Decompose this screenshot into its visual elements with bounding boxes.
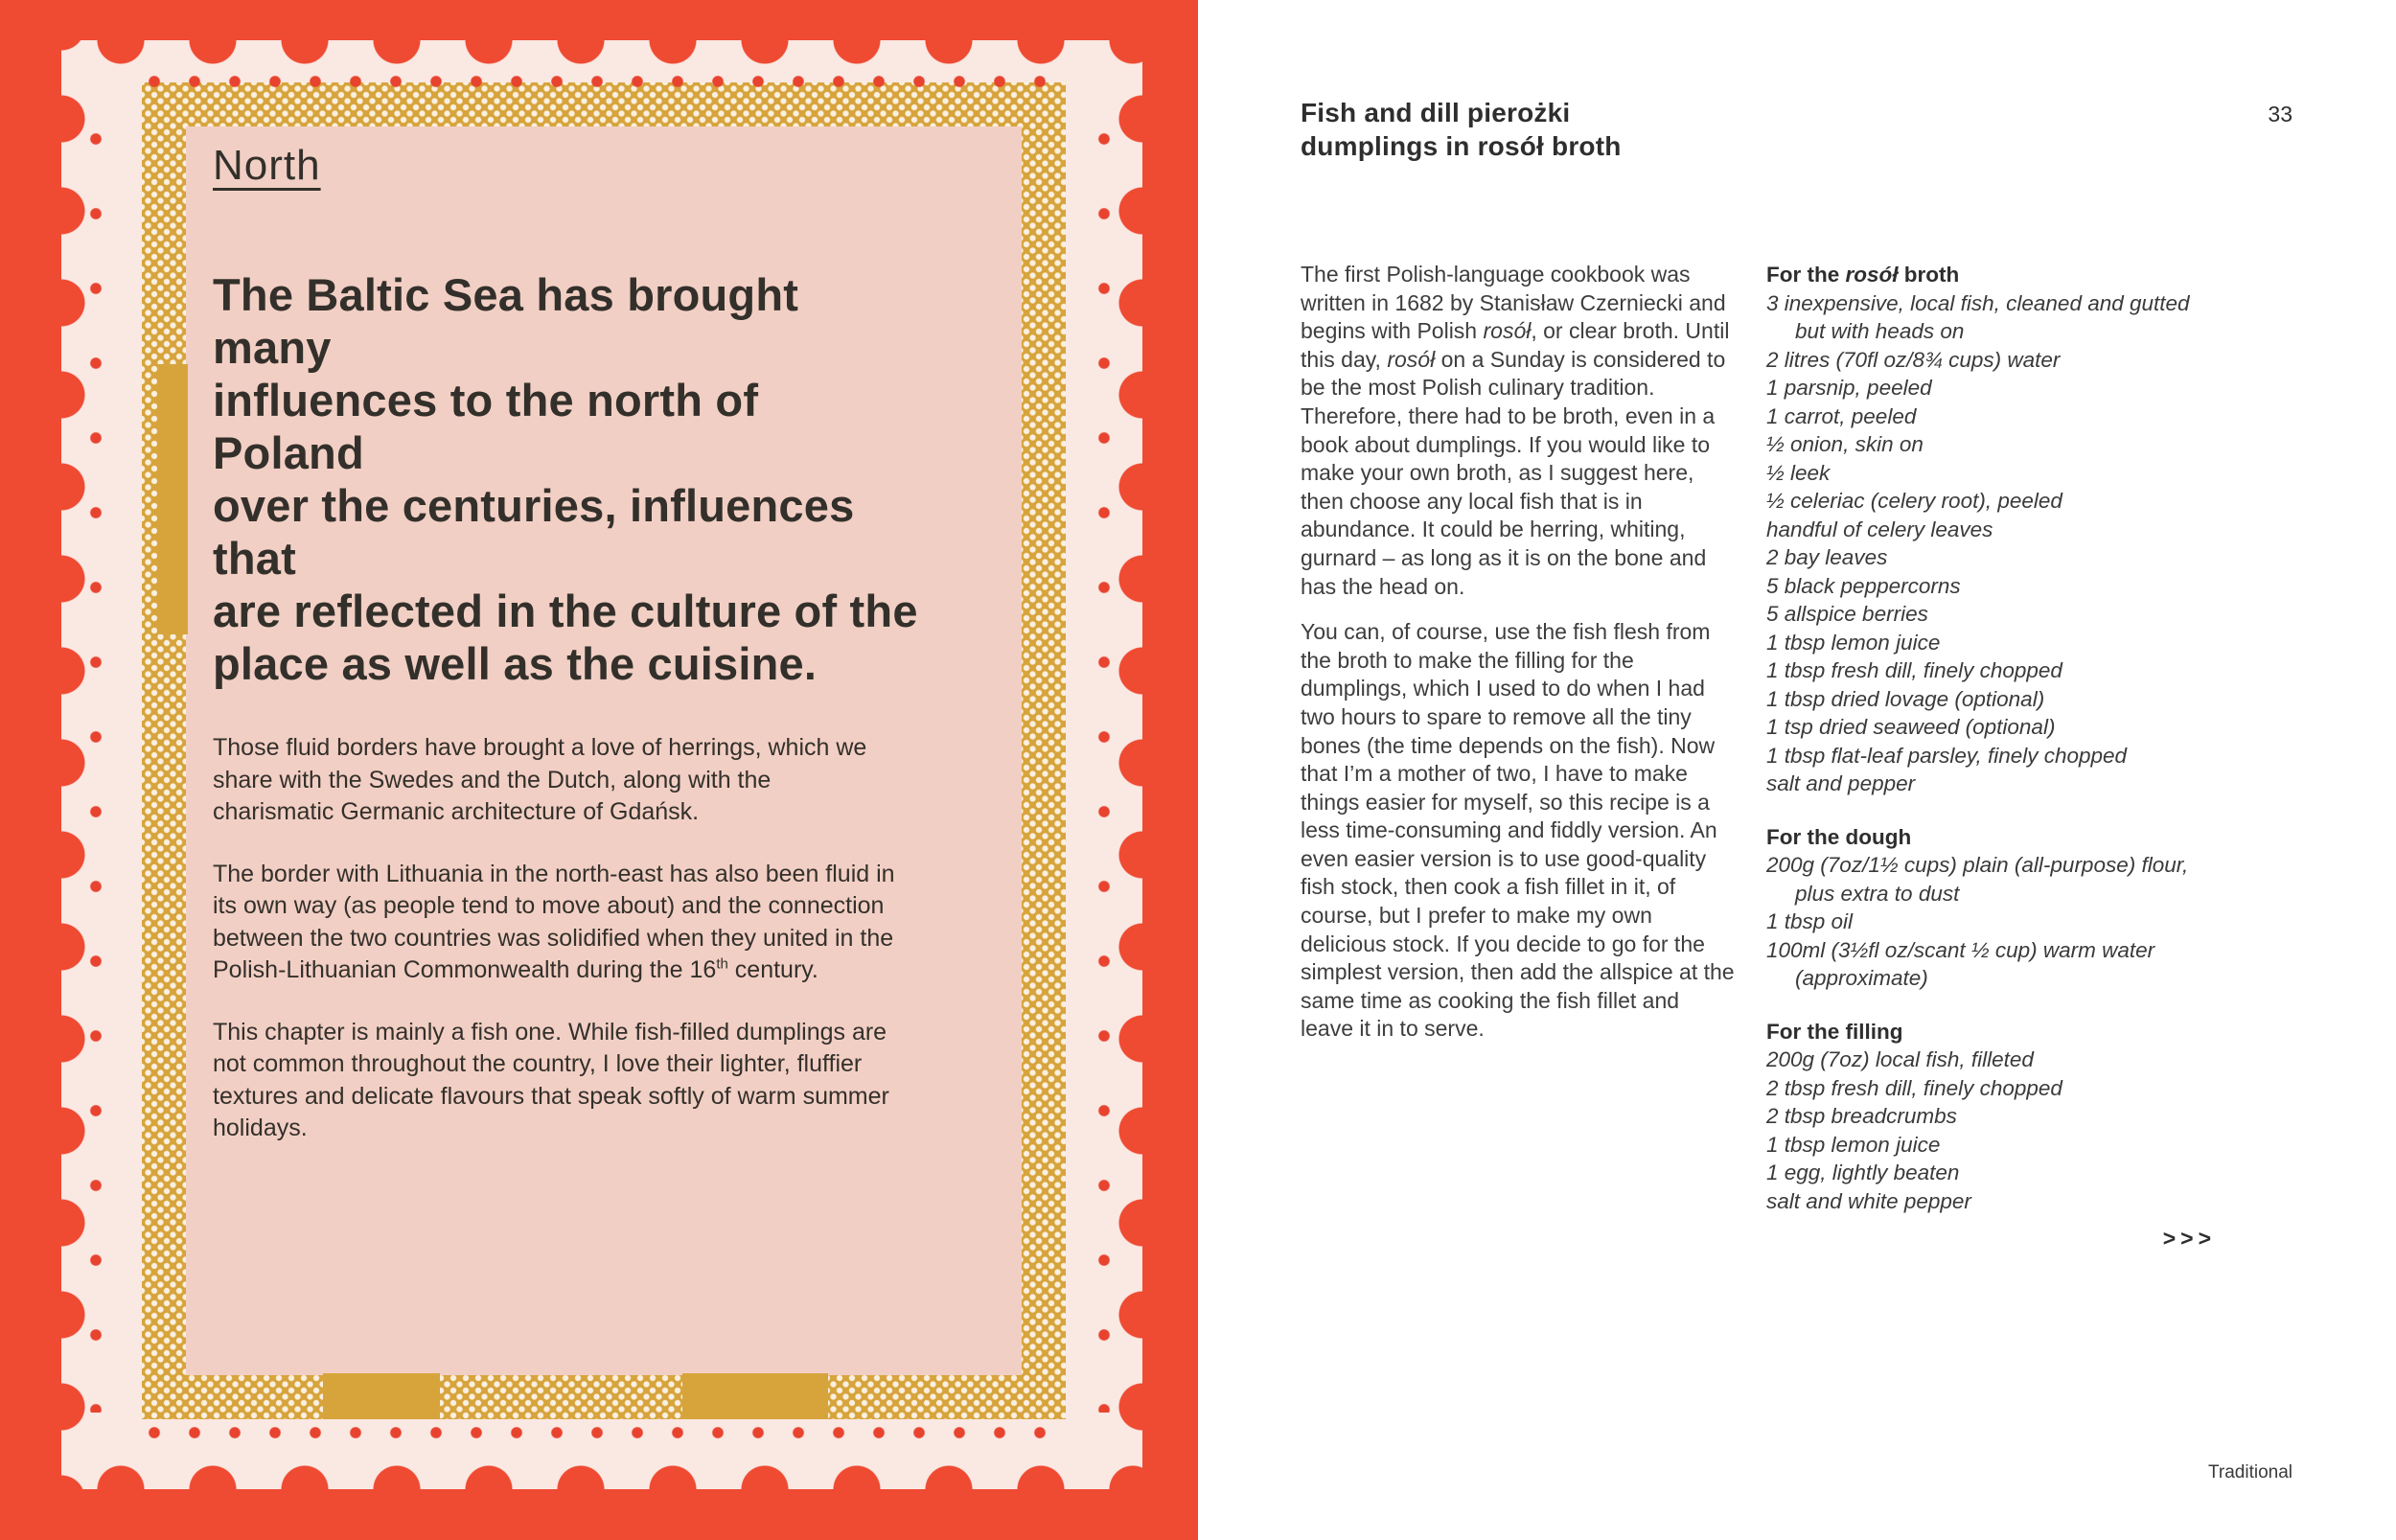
stamp-scallop-top <box>61 40 1142 66</box>
text-line: place as well as the cuisine. <box>213 638 818 689</box>
ingredient-line: 1 parsnip, peeled <box>1766 376 1932 400</box>
red-dot-column-right <box>1097 102 1111 1413</box>
ingredient-line: 5 black peppercorns <box>1766 573 1961 598</box>
ingredient-line: (approximate) <box>1795 966 1928 990</box>
ingredient-line: 3 inexpensive, local fish, cleaned and gutted <box>1766 290 2190 315</box>
ingredient-line: 2 tbsp breadcrumbs <box>1766 1104 1957 1128</box>
gold-brush-accent <box>323 1373 440 1419</box>
ingredient-section <box>1766 1018 2222 1216</box>
ingredient-line: ½ celeriac (celery root), peeled <box>1766 489 2062 513</box>
recipe-page <box>1198 0 2396 1540</box>
chapter-opener-text <box>213 142 922 1145</box>
ingredient-line: 1 tsp dried seaweed (optional) <box>1766 715 2056 739</box>
ingredient-line: 1 tbsp lemon juice <box>1766 1132 1941 1157</box>
recipe-category-label: Traditional <box>2207 1462 2292 1483</box>
ingredient-line: 2 tbsp fresh dill, finely chopped <box>1766 1075 2062 1100</box>
red-dot-column-left <box>89 102 103 1413</box>
ingredients-column <box>1766 261 2222 1253</box>
ingredient-line: 1 tbsp oil <box>1766 909 1854 933</box>
stamp-scallop-left <box>61 40 87 1489</box>
paragraph: You can, of course, use the fish flesh from the broth to make the filling for the dumplings, which I used to do when I had two hours to spare to remove all the tiny bones (the time depends on the fish). Now that I’m a mother of two, I have to make things easier for myself, so this recipe is a less time-consuming and fiddly version. An even easier version is to use good-quality fish stock, then cook a fish fillet in it, of course, but I prefer to make my own delicious stock. If you decide to go for the simplest version, then add the allspice at the same time as cooking the fish fillet and leave it in to serve. <box>1301 619 1735 1042</box>
chapter-paragraphs <box>213 732 895 1145</box>
ingredient-line: ½ leek <box>1766 460 1831 485</box>
paragraph: This chapter is mainly a fish one. While fish-filled dumplings are not common throughout the country, I love their lighter, fluffier textures and delicate flavours that speak softly of warm summer holidays. <box>213 1018 889 1141</box>
ingredient-line: handful of celery leaves <box>1766 517 1993 541</box>
stamp-scallop-bottom <box>61 1463 1142 1489</box>
stamp-scallop-right <box>1117 40 1142 1489</box>
text-line: dumplings in rosół broth <box>1301 131 1622 161</box>
ingredient-line: 1 tbsp fresh dill, finely chopped <box>1766 658 2062 682</box>
ingredient-line: 100ml (3½fl oz/scant ½ cup) warm water <box>1766 937 2155 962</box>
ingredient-section <box>1766 823 2222 993</box>
ingredient-line: salt and pepper <box>1766 771 1916 795</box>
paragraph: The border with Lithuania in the north-east has also been fluid in its own way (as people tend to move about) and the connection between the two countries was solidified when they united in the Polish-Lithuanian Commonwealth during the 16th century. <box>213 860 895 983</box>
chapter-title: North <box>213 142 321 189</box>
ingredient-line: 2 litres (70fl oz/8¾ cups) water <box>1766 347 2061 372</box>
page-number: 33 <box>2268 102 2292 126</box>
ingredient-line: 1 tbsp flat-leaf parsley, finely chopped <box>1766 743 2128 768</box>
ingredient-line: but with heads on <box>1795 319 1965 343</box>
ingredient-line: 1 tbsp lemon juice <box>1766 630 1941 655</box>
ingredient-sections <box>1766 261 2222 1215</box>
ingredient-line: 200g (7oz/1½ cups) plain (all-purpose) flour, <box>1766 853 2189 877</box>
text-line: over the centuries, influences that <box>213 480 855 584</box>
paragraph: Those fluid borders have brought a love of herrings, which we share with the Swedes and the Dutch, along with the charismatic Germanic architecture of Gdańsk. <box>213 734 867 825</box>
ingredient-line: 1 carrot, peeled <box>1766 403 1917 428</box>
ingredient-section-heading: For the dough <box>1766 824 1912 849</box>
chapter-lede <box>213 268 922 690</box>
ingredient-line: 5 allspice berries <box>1766 602 1928 626</box>
text-line: Fish and dill pierożki <box>1301 98 1571 127</box>
paragraph: The first Polish-language cookbook was written in 1682 by Stanisław Czerniecki and begins with Polish rosół, or clear broth. Until this day, rosół on a Sunday is considered to be the most Polish culinary tradition. Therefore, there had to be broth, even in a book about dumplings. If you would like to make your own broth, as I suggest here, then choose any local fish that is in abundance. It could be herring, whiting, gurnard – as long as it is on the bone and has the head on. <box>1301 262 1730 599</box>
ingredient-section-heading: For the rosół broth <box>1766 263 1960 287</box>
recipe-intro-column <box>1301 261 1737 1044</box>
recipe-title <box>1301 96 1622 163</box>
ingredient-line: 200g (7oz) local fish, filleted <box>1766 1047 2034 1071</box>
text-line: The Baltic Sea has brought many <box>213 269 799 373</box>
ingredient-line: plus extra to dust <box>1795 881 1960 906</box>
stamp-panel <box>61 40 1142 1489</box>
continued-marker: >>> <box>2162 1226 2216 1251</box>
ingredient-line: 1 tbsp dried lovage (optional) <box>1766 686 2045 711</box>
red-dot-row-bottom <box>134 1426 1070 1439</box>
ingredient-section-heading: For the filling <box>1766 1019 1903 1044</box>
ingredient-section <box>1766 261 2222 798</box>
ingredient-line: salt and white pepper <box>1766 1188 1971 1213</box>
ingredient-line: ½ onion, skin on <box>1766 432 1924 456</box>
ingredient-line: 1 egg, lightly beaten <box>1766 1161 1960 1184</box>
gold-brush-accent <box>682 1373 828 1419</box>
ingredient-line: 2 bay leaves <box>1766 545 1888 569</box>
gold-brush-accent <box>157 364 188 634</box>
text-line: influences to the north of Poland <box>213 375 759 478</box>
text-line: are reflected in the culture of the <box>213 586 918 636</box>
